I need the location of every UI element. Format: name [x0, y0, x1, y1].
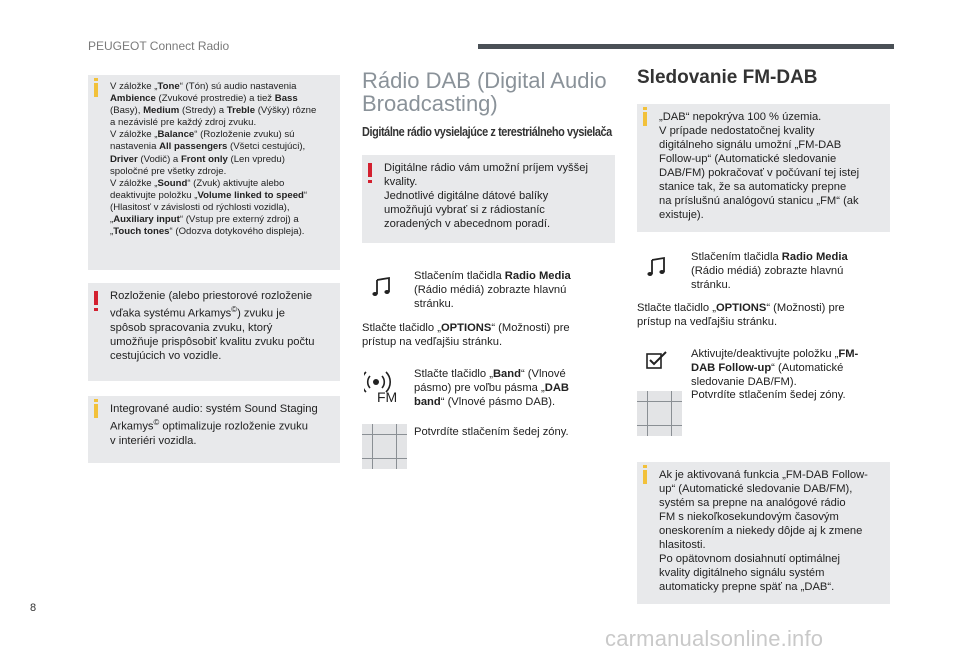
section-title-line1: Rádio DAB (Digital Audio	[362, 68, 607, 93]
text-line: Potvrdíte stlačením šedej zóny.	[691, 389, 846, 402]
fm-icon-label: FM	[377, 389, 398, 404]
info-marker-icon	[643, 470, 647, 484]
text-line: nastavenia All passengers (Všetci cestujúci),	[110, 141, 306, 153]
text-line: umožňuje prispôsobiť kvalitu zvuku počtu	[110, 335, 315, 348]
warning-marker-icon	[368, 163, 372, 177]
text-options	[637, 302, 845, 330]
text-line: kvality.	[384, 176, 418, 188]
checkbox-icon	[646, 350, 668, 375]
text-line: spoločné pre všetky zdroje.	[110, 165, 227, 177]
text-line: Arkamys© optimalizuje rozloženie zvuku	[110, 418, 308, 433]
text-line: sledovanie DAB/FM).	[691, 375, 797, 388]
text-line: vďaka systému Arkamys©) zvuku je	[110, 305, 285, 320]
text-options	[362, 322, 570, 350]
warning-text	[110, 289, 332, 363]
text-line: v interiéri vozidla.	[110, 434, 197, 447]
text-line: umožňujú vybrať si z rádiostaníc	[384, 204, 545, 216]
text-line: V záložke „Sound“ (Zvuk) aktivujte alebo	[110, 177, 285, 189]
info-marker-icon	[94, 404, 98, 418]
text-line: up“ (Automatické sledovanie DAB/FM),	[659, 483, 853, 495]
text-line: „DAB“ nepokrýva 100 % územia.	[659, 111, 822, 123]
text-line: spôsob spracovania zvuku, ktorý	[110, 321, 273, 334]
text-line: cestujúcich vo vozidle.	[110, 349, 222, 362]
step-text-fm-dab-follow-up	[691, 348, 858, 403]
step-text-band	[414, 368, 569, 409]
text-line: deaktivujte položku „Volume linked to speed“	[110, 189, 308, 201]
text-line: „Touch tones“ (Odozva dotykového displeja).	[110, 226, 305, 238]
text-line: Jednotlivé digitálne dátové balíky	[384, 190, 549, 202]
text-line: stránku.	[414, 297, 454, 310]
warning-box-dab	[362, 155, 615, 243]
radio-fm-icon	[364, 370, 406, 409]
warning-marker-icon	[94, 291, 98, 305]
header-bar	[478, 44, 894, 49]
header-title: PEUGEOT Connect Radio	[88, 39, 230, 53]
text-line: Follow-up“ (Automatické sledovanie	[659, 153, 837, 165]
page-number: 8	[30, 602, 37, 614]
info-box-fm-dab	[637, 104, 890, 232]
info-box-follow-up	[637, 462, 890, 604]
step-text-confirm	[414, 426, 569, 440]
text-line: Potvrdíte stlačením šedej zóny.	[414, 426, 569, 438]
text-line: prístup na vedľajšiu stránku.	[637, 315, 778, 328]
text-line: stanice tak, že sa automaticky prepne	[659, 181, 847, 193]
info-marker-icon	[94, 83, 98, 97]
text-line: prístup na vedľajšiu stránku.	[362, 335, 503, 348]
text-line: (Hlasitosť v závislosti od rýchlosti vozidla),	[110, 201, 290, 213]
info-box-sound-staging	[88, 396, 340, 463]
text-line: digitálneho signálu umožní „FM-DAB	[659, 139, 842, 151]
text-line: (Basy), Medium (Stredy) a Treble (Výšky) rôzne	[110, 105, 317, 117]
text-line: band“ (Vlnové pásmo DAB).	[414, 395, 556, 408]
text-line: existuje).	[659, 209, 704, 221]
text-line: a nezávislé pre každý zdroj zvuku.	[110, 117, 257, 129]
text-line: V prípade nedostatočnej kvality	[659, 125, 815, 137]
text-line: Integrované audio: systém Sound Staging	[110, 403, 318, 415]
section-subtitle: Digitálne rádio vysielajúce z terestriálneho vysielača	[362, 124, 612, 139]
info-text	[659, 468, 882, 594]
info-marker-icon	[643, 112, 647, 126]
info-text	[659, 110, 882, 222]
text-line: systém sa prepne na analógové rádio	[659, 497, 846, 509]
text-line: automaticky prepne späť na „DAB“.	[659, 581, 835, 593]
text-line: Driver (Vodič) a Front only (Len vpredu)	[110, 153, 285, 165]
text-line: pásmo) pre voľbu pásma „DAB	[414, 381, 569, 394]
info-text	[110, 402, 332, 448]
text-line: FM s niekoľkosekundovým časovým	[659, 511, 839, 523]
text-line: Stlačte tlačidlo „OPTIONS“ (Možnosti) pre	[362, 322, 570, 334]
text-line: (Rádio médiá) zobrazte hlavnú	[414, 283, 567, 296]
grey-zone-icon	[637, 391, 682, 436]
watermark: carmanualsonline.info	[605, 626, 824, 651]
text-line: oneskorením a niekedy dôjde aj k zmene	[659, 525, 863, 537]
section-title-line2: Broadcasting)	[362, 91, 498, 116]
text-line: Aktivujte/deaktivujte položku „FM-	[691, 348, 859, 360]
step-text-radio-media	[414, 270, 571, 311]
text-line: V záložke „Tone“ (Tón) sú audio nastavenia	[110, 81, 297, 92]
text-line: Ambience (Zvukové prostredie) a tiež Bass	[110, 93, 298, 105]
music-note-icon	[646, 256, 668, 283]
text-line: na príslušnú analógovú stanicu „FM“ (ak	[659, 195, 859, 207]
text-line: DAB Follow-up“ (Automatické	[691, 361, 844, 374]
text-line: DAB/FM) pokračovať v počúvaní tej istej	[659, 167, 860, 179]
text-line: V záložke „Balance“ (Rozloženie zvuku) sú	[110, 129, 295, 141]
text-line: Stlačením tlačidla Radio Media	[691, 251, 848, 263]
text-line: Rozloženie (alebo priestorové rozloženie	[110, 290, 313, 302]
text-line: kvality digitálneho signálu systém	[659, 567, 825, 579]
grey-zone-icon	[362, 424, 407, 469]
section-heading-fm-dab: Sledovanie FM-DAB	[637, 67, 818, 88]
text-line: Digitálne rádio vám umožní príjem vyššej	[384, 162, 588, 174]
info-text	[110, 81, 332, 238]
text-line: „Auxiliary input“ (Vstup pre externý zdroj) a	[110, 214, 299, 226]
text-line: Ak je aktivovaná funkcia „FM-DAB Follow-	[659, 469, 868, 481]
text-line: Po opätovnom dosiahnutí optimálnej	[659, 553, 840, 565]
text-line: (Rádio médiá) zobrazte hlavnú	[691, 264, 844, 277]
text-line: Stlačením tlačidla Radio Media	[414, 270, 571, 282]
music-note-icon	[371, 276, 393, 303]
warning-text	[384, 161, 607, 231]
text-line: stránku.	[691, 278, 731, 291]
text-line: zoradených v abecednom poradí.	[384, 218, 551, 230]
text-line: Stlačte tlačidlo „OPTIONS“ (Možnosti) pre	[637, 302, 845, 314]
step-text-radio-media	[691, 251, 848, 292]
warning-box-arkamys	[88, 283, 340, 381]
info-box-audio-settings	[88, 75, 340, 270]
text-line: hlasitosti.	[659, 539, 706, 551]
text-line: Stlačte tlačidlo „Band“ (Vlnové	[414, 368, 566, 380]
